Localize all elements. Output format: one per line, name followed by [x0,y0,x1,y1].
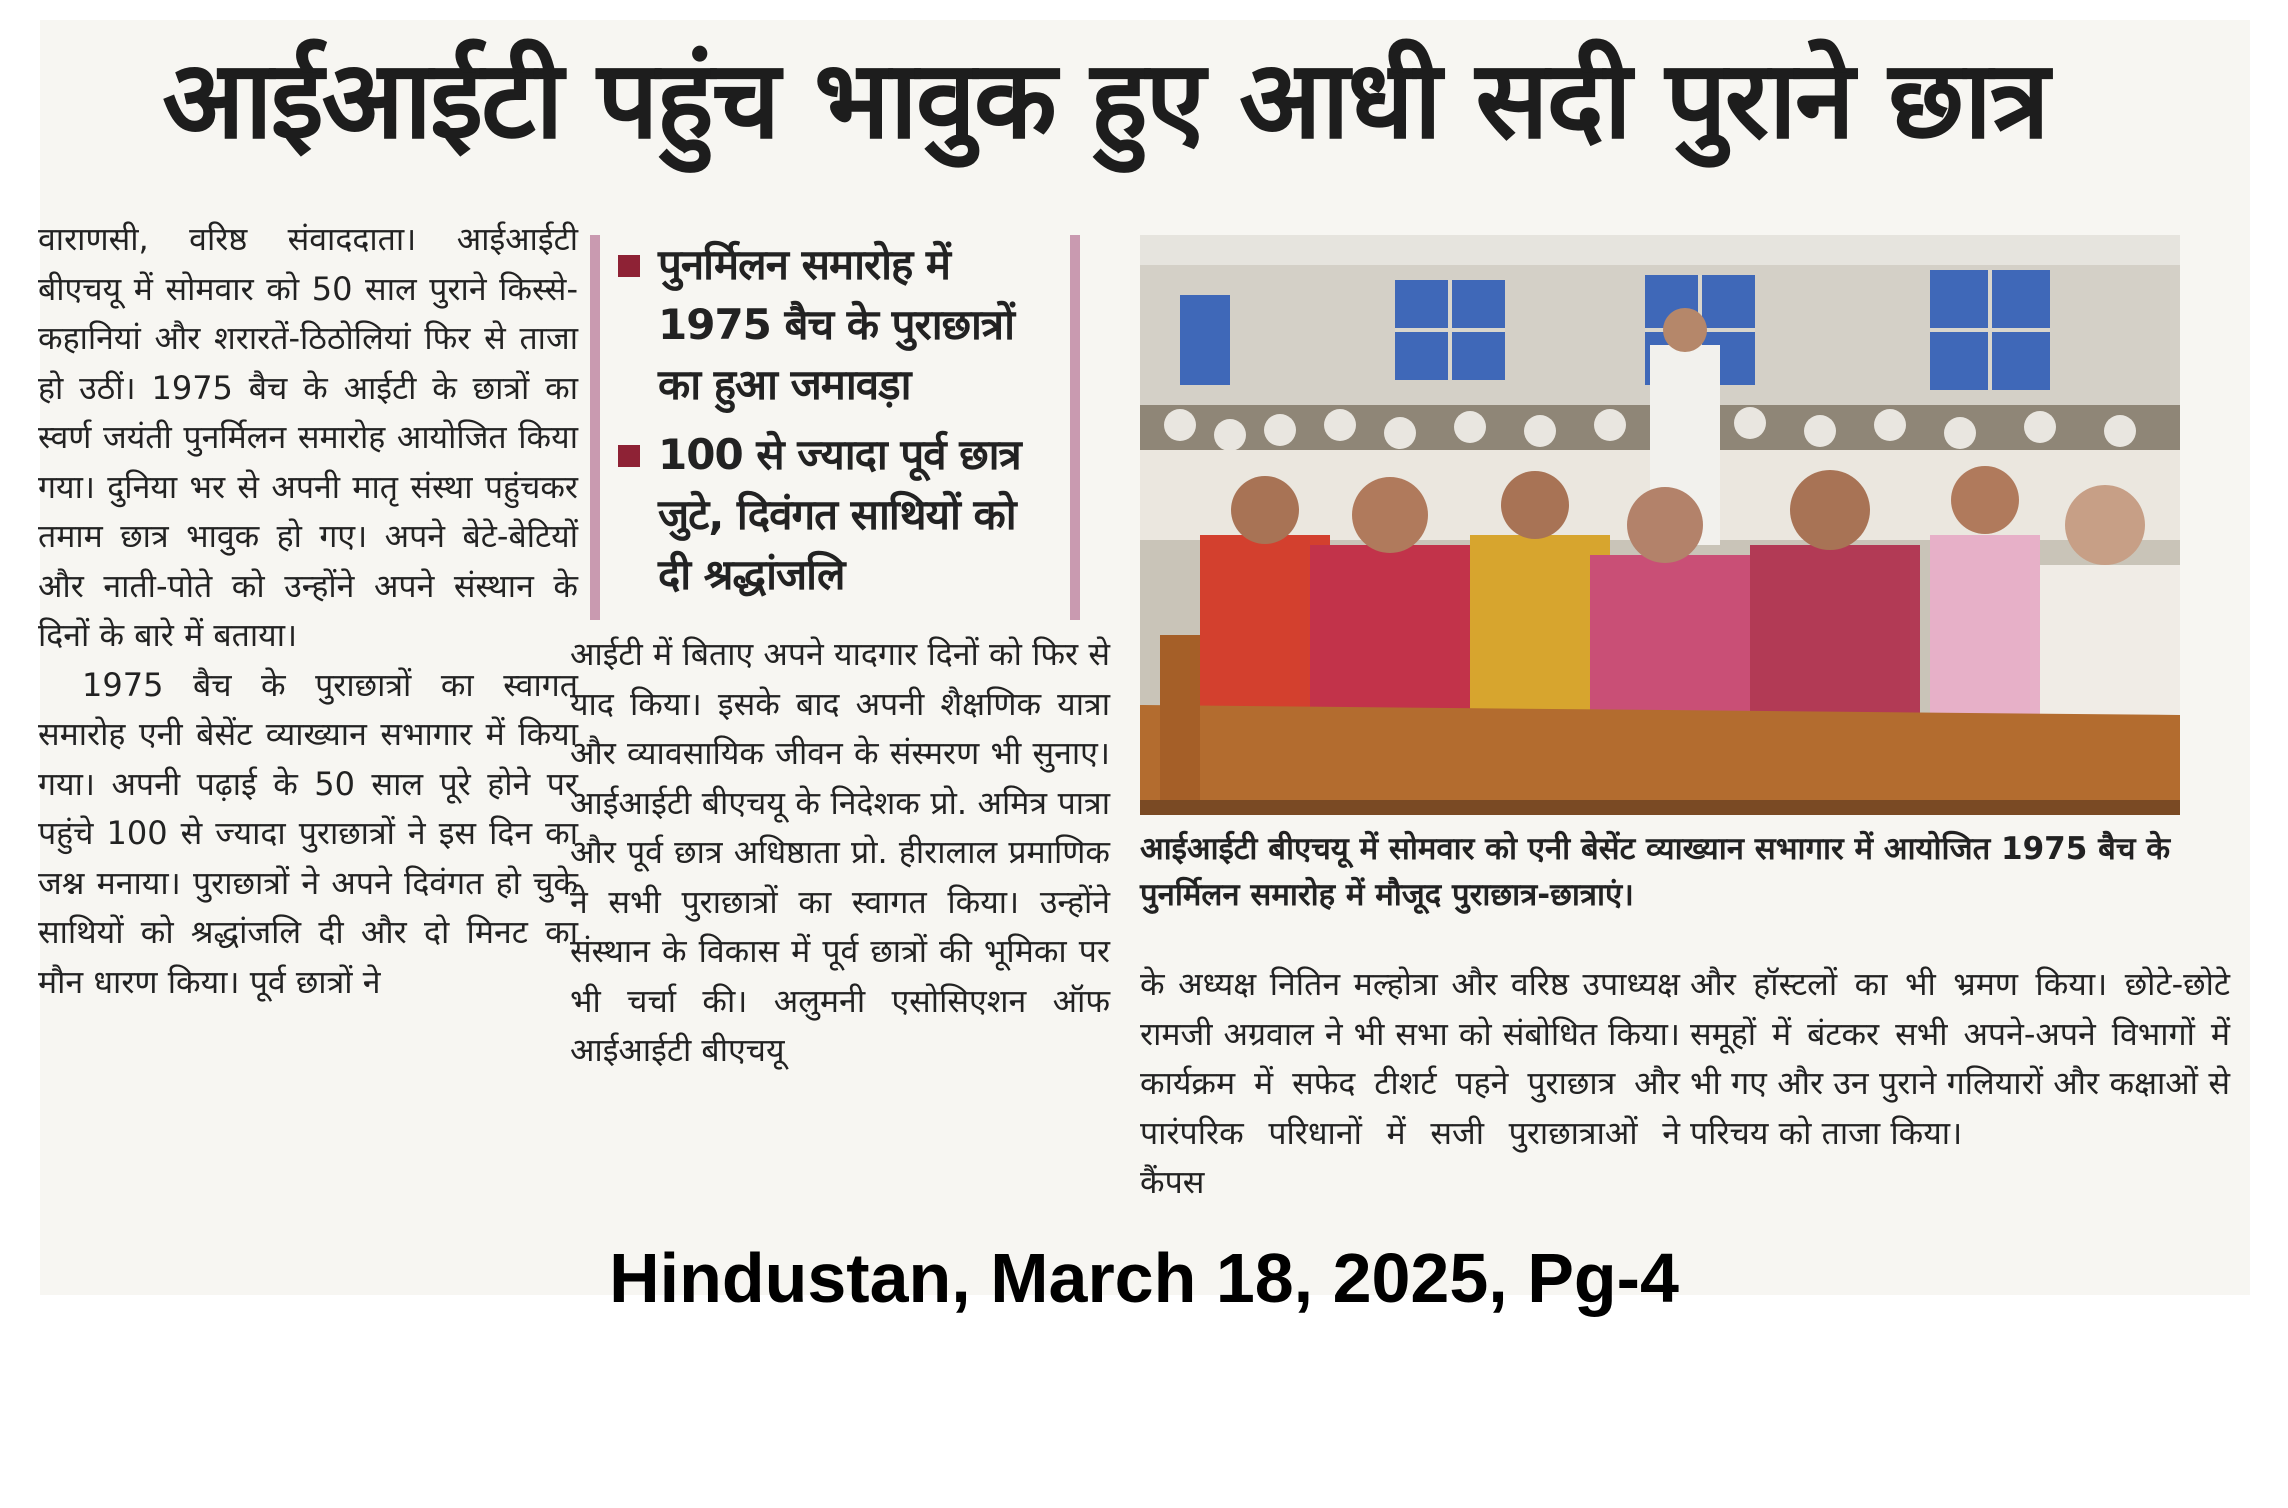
column-1-paragraph-1: वाराणसी, वरिष्ठ संवाददाता। आईआईटी बीएचयू में सोमवार को 50 साल पुराने किस्से-कहानियां और शरारतें-ठिठोलियां फिर से ताजा हो उठीं। 1975 बैच के आईटी के छात्रों का स्वर्ण जयंती पुनर्मिलन समारोह आयोजित किया गया। दुनिया भर से अपनी मातृ संस्था पहुंचकर तमाम छात्र भावुक हो गए। अपने बेटे-बेटियों और नाती-पोते को उन्होंने अपने संस्थान के दिनों के बारे में बताया। [38,220,578,654]
source-citation: Hindustan, March 18, 2025, Pg-4 [609,1239,1679,1317]
highlight-item [618,425,1052,605]
headline: आईआईटी पहुंच भावुक हुए आधी सदी पुराने छात्र [162,37,2048,163]
article-column-3 [1140,960,1680,1208]
event-photo [1140,235,2180,815]
column-1-paragraph-2: 1975 बैच के पुराछात्रों का स्वागत समारोह एनी बेसेंट व्याख्यान सभागार में किया गया। अपनी पढ़ाई के 50 साल पूरे होने पर पहुंचे 100 से ज्यादा पुराछात्रों ने इस दिन का जश्न मनाया। पुराछात्रों ने अपने दिवंगत हो चुके साथियों को श्रद्धांजलि दी और दो मिनट का मौन धारण किया। पूर्व छात्रों ने [38,665,578,1001]
column-3-text: के अध्यक्ष नितिन मल्होत्रा और वरिष्ठ उपाध्यक्ष रामजी अग्रवाल ने भी सभा को संबोधित किया। कार्यक्रम में सफेद टीशर्ट पहने पुराछात्र और पारंपरिक परिधानों में सजी पुराछात्राओं ने कैंपस [1140,965,1680,1201]
highlight-text: पुनर्मिलन समारोह में 1975 बैच के पुराछात्रों का हुआ जमावड़ा [658,240,1014,409]
highlights-box [590,235,1080,620]
column-4-text: और हॉस्टलों का भी भ्रमण किया। छोटे-छोटे समूहों में बंटकर सभी अपने-अपने विभागों में भी गए और उन पुराने गलियारों और कक्षाओं से परिचय को ताजा किया। [1690,965,2230,1152]
article-column-1 [38,215,578,1007]
square-bullet-icon [618,445,640,467]
article-column-2 [570,630,1110,1076]
article-column-4 [1690,960,2230,1158]
photo-caption: आईआईटी बीएचयू में सोमवार को एनी बेसेंट व्याख्यान सभागार में आयोजित 1975 बैच के पुनर्मिलन समारोह में मौजूद पुराछात्र-छात्राएं। [1140,831,2171,913]
highlight-text: 100 से ज्यादा पूर्व छात्र जुटे, दिवंगत साथियों को दी श्रद्धांजलि [658,430,1021,599]
highlight-item [618,235,1052,415]
column-2-text: आईटी में बिताए अपने यादगार दिनों को फिर से याद किया। इसके बाद अपनी शैक्षणिक यात्रा और व्यावसायिक जीवन के संस्मरण भी सुनाए। आईआईटी बीएचयू के निदेशक प्रो. अमित्र पात्रा और पूर्व छात्र अधिष्ठाता प्रो. हीरालाल प्रमाणिक ने सभी पुराछात्रों का स्वागत किया। उन्होंने संस्थान के विकास में पूर्व छात्रों की भूमिका पर भी चर्चा की। अलुमनी एसोसिएशन ऑफ आईआईटी बीएचयू [570,635,1110,1069]
square-bullet-icon [618,255,640,277]
